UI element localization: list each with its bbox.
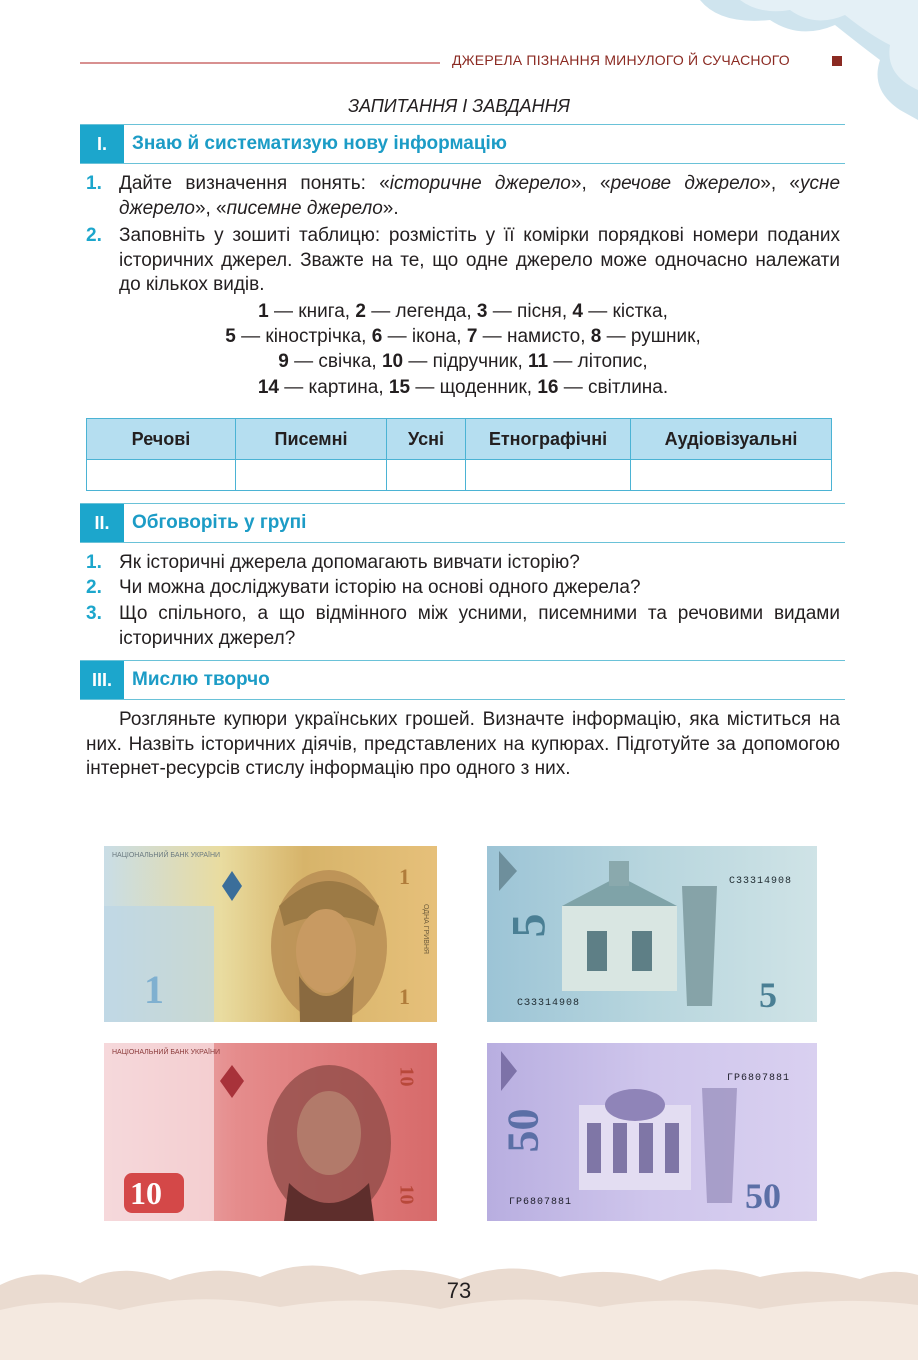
cloud-decoration (0, 0, 918, 140)
item-text: Як історичні джерела допомагають вивчати історію? (119, 552, 580, 573)
item-text: Що спільного, а що відмінного між усними, писемними та речовими видами історичних джерел? (119, 603, 840, 649)
banknote-1-numeral-bottom: 1 (399, 984, 410, 1009)
section-1-item-2 (86, 224, 840, 299)
section-2-number: II. (80, 504, 124, 542)
item-number: 1. (86, 173, 102, 194)
section-2-item-3 (86, 602, 840, 652)
section-2-item-2 (86, 576, 840, 601)
banknote-1-numeral-big: 1 (144, 967, 164, 1012)
banknote-5-serial-top: С33314908 (729, 876, 793, 887)
sources-line-1: 1 — книга, 2 — легенда, 3 — пісня, 4 — кістка, (258, 301, 668, 322)
table-cell (387, 460, 466, 491)
section-1-item-1 (86, 172, 840, 222)
section-2-title: Обговоріть у групі (132, 512, 307, 533)
banknote-5-numeral-small: 5 (759, 975, 777, 1015)
sources-line-3: 9 — свічка, 10 — підручник, 11 — літопис, (278, 351, 648, 372)
banknote-50-serial-top: ГР6807881 (727, 1073, 791, 1084)
table-header-cell: Писемні (236, 419, 387, 460)
banknote-1-top-text: НАЦІОНАЛЬНИЙ БАНК УКРАЇНИ (112, 852, 221, 859)
item-number: 2. (86, 577, 102, 598)
item-number: 3. (86, 603, 102, 624)
banknote-10-numeral-big: 10 (130, 1175, 162, 1211)
table-header-cell: Речові (87, 419, 236, 460)
banknote-50-numeral-big: 50 (498, 1108, 548, 1153)
item-number: 2. (86, 225, 102, 246)
item-text: Дайте визначення понять: «історичне джерело», «речове джерело», «усне джерело», «писемне джерело». (119, 173, 841, 219)
page-number: 73 (446, 1278, 472, 1303)
section-3-number: III. (80, 661, 124, 699)
sources-line-4: 14 — картина, 15 — щоденник, 16 — світлина. (257, 377, 669, 398)
banknote-1-numeral-top: 1 (399, 864, 410, 889)
item-text: Чи можна досліджувати історію на основі одного джерела? (119, 577, 641, 598)
banknote-50-numeral-small: 50 (745, 1176, 781, 1216)
table-header-cell: Етнографічні (466, 419, 631, 460)
banknote-10-numeral-top: 10 (395, 1066, 418, 1087)
table-cell (466, 460, 631, 491)
table-cell (236, 460, 387, 491)
header-square-marker (832, 56, 842, 66)
table-header-row (87, 419, 832, 460)
sources-table (86, 418, 832, 491)
section-1-title: Знаю й систематизую нову інформацію (132, 133, 508, 154)
banknote-1-side-text: ОДНА ГРИВНЯ (422, 904, 429, 954)
bottom-decoration (0, 1255, 918, 1360)
banknote-5-serial-bottom: СЗ3314908 (517, 998, 581, 1009)
header-rule (80, 62, 440, 64)
item-number: 1. (86, 552, 102, 573)
section-2-item-1 (86, 551, 840, 576)
banknote-50-hryvnia (487, 1043, 817, 1221)
banknote-1-hryvnia (104, 846, 437, 1022)
sources-line-2: 5 — кінострічка, 6 — ікона, 7 — намисто, 8 — рушник, (225, 326, 701, 347)
table-cell (87, 460, 236, 491)
banknote-10-top-text: НАЦІОНАЛЬНИЙ БАНК УКРАЇНИ (112, 1049, 221, 1056)
questions-title: ЗАПИТАННЯ І ЗАВДАННЯ (348, 96, 570, 116)
section-2-header (80, 503, 845, 543)
running-title: ДЖЕРЕЛА ПІЗНАННЯ МИНУЛОГО Й СУЧАСНОГО (452, 52, 790, 68)
section-1-number: I. (80, 125, 124, 163)
table-header-cell: Усні (387, 419, 466, 460)
table-header-cell: Аудіовізуальні (631, 419, 832, 460)
banknote-5-numeral-big: 5 (502, 913, 556, 938)
banknote-5-hryvnia (487, 846, 817, 1022)
table-row (87, 460, 832, 491)
section-1-header (80, 124, 845, 164)
banknote-10-hryvnia (104, 1043, 437, 1221)
section-3-text: Розгляньте купюри українських грошей. Визначте інформацію, яка міститься на них. Назвіть історичних діячів, представлених на купюрах. Підготуйте за допомогою інтернет-ресурсів стислу інформацію про одного з них. (86, 709, 840, 779)
section-3-title: Мислю творчо (132, 669, 270, 690)
banknote-10-numeral-bottom: 10 (395, 1184, 418, 1205)
item-text: Заповніть у зошиті таблицю: розмістіть у її комірки порядкові номери поданих історичних джерел. Зважте на те, що одне джерело може одночасно належати до кількох видів. (119, 225, 840, 295)
table-cell (631, 460, 832, 491)
section-3-header (80, 660, 845, 700)
banknote-50-serial-bottom: ГР6807881 (509, 1197, 573, 1208)
